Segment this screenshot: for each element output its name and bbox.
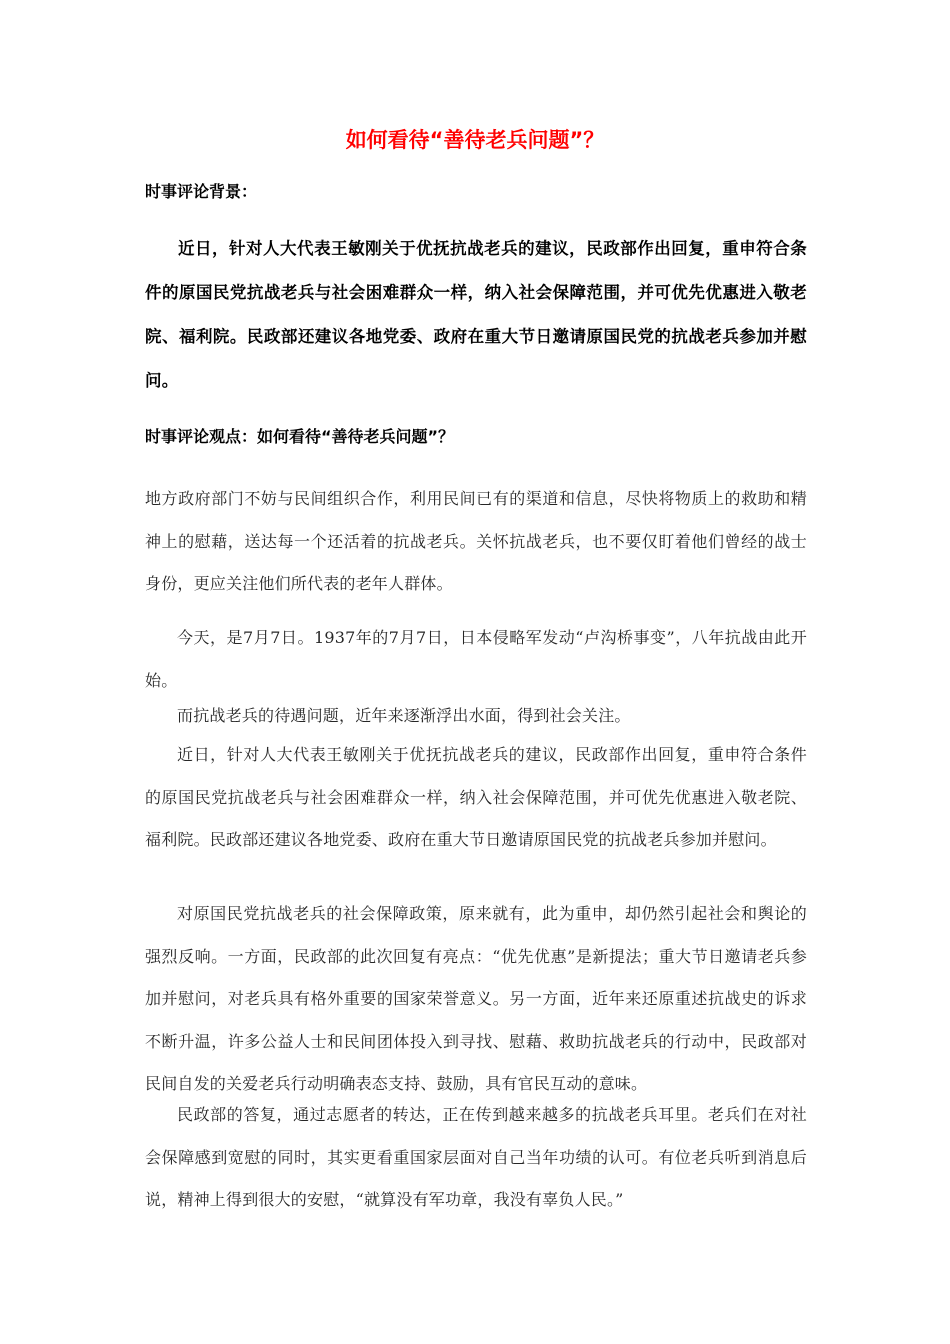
body-paragraph-1: 地方政府部门不妨与民间组织合作，利用民间已有的渠道和信息，尽快将物质上的救助和精神上的慰藉，送达每一个还活着的抗战老兵。关怀抗战老兵，也不要仅盯着他们曾经的战士身份，更应关注他们所代表的老年人群体。: [145, 489, 807, 593]
body-paragraph-4: 近日，针对人大代表王敏刚关于优抚抗战老兵的建议，民政部作出回复，重申符合条件的原国民党抗战老兵与社会困难群众一样，纳入社会保障范围，并可优先优惠进入敬老院、福利院。民政部还建议各地党委、政府在重大节日邀请原国民党的抗战老兵参加并慰问。: [145, 745, 807, 849]
body-paragraph-3: 而抗战老兵的待遇问题，近年来逐渐浮出水面，得到社会关注。: [177, 706, 631, 725]
background-paragraph: 近日，针对人大代表王敏刚关于优抚抗战老兵的建议，民政部作出回复，重申符合条件的原国民党抗战老兵与社会困难群众一样，纳入社会保障范围，并可优先优惠进入敬老院、福利院。民政部还建议各地党委、政府在重大节日邀请原国民党的抗战老兵参加并慰问。: [145, 239, 807, 390]
document-title: 如何看待“善待老兵问题”？: [345, 128, 605, 152]
viewpoint-heading: 时事评论观点：如何看待“善待老兵问题”？: [145, 427, 455, 446]
body-paragraph-6: 民政部的答复，通过志愿者的转达，正在传到越来越多的抗战老兵耳里。老兵们在对社会保障感到宽慰的同时，其实更看重国家层面对自己当年功绩的认可。有位老兵听到消息后说，精神上得到很大的安慰，“就算没有军功章，我没有辜负人民。”: [145, 1105, 807, 1209]
body-paragraph-2: 今天，是7月7日。1937年的7月7日，日本侵略军发动“卢沟桥事变”，八年抗战由此开始。: [145, 628, 807, 690]
background-heading: 时事评论背景：: [145, 182, 258, 201]
body-paragraph-5: 对原国民党抗战老兵的社会保障政策，原来就有，此为重申，却仍然引起社会和舆论的强烈反响。一方面，民政部的此次回复有亮点：“优先优惠”是新提法；重大节日邀请老兵参加并慰问，对老兵具有格外重要的国家荣誉意义。另一方面，近年来还原重述抗战史的诉求不断升温，许多公益人士和民间团体投入到寻找、慰藉、救助抗战老兵的行动中，民政部对民间自发的关爱老兵行动明确表态支持、鼓励，具有官民互动的意味。: [145, 904, 807, 1093]
